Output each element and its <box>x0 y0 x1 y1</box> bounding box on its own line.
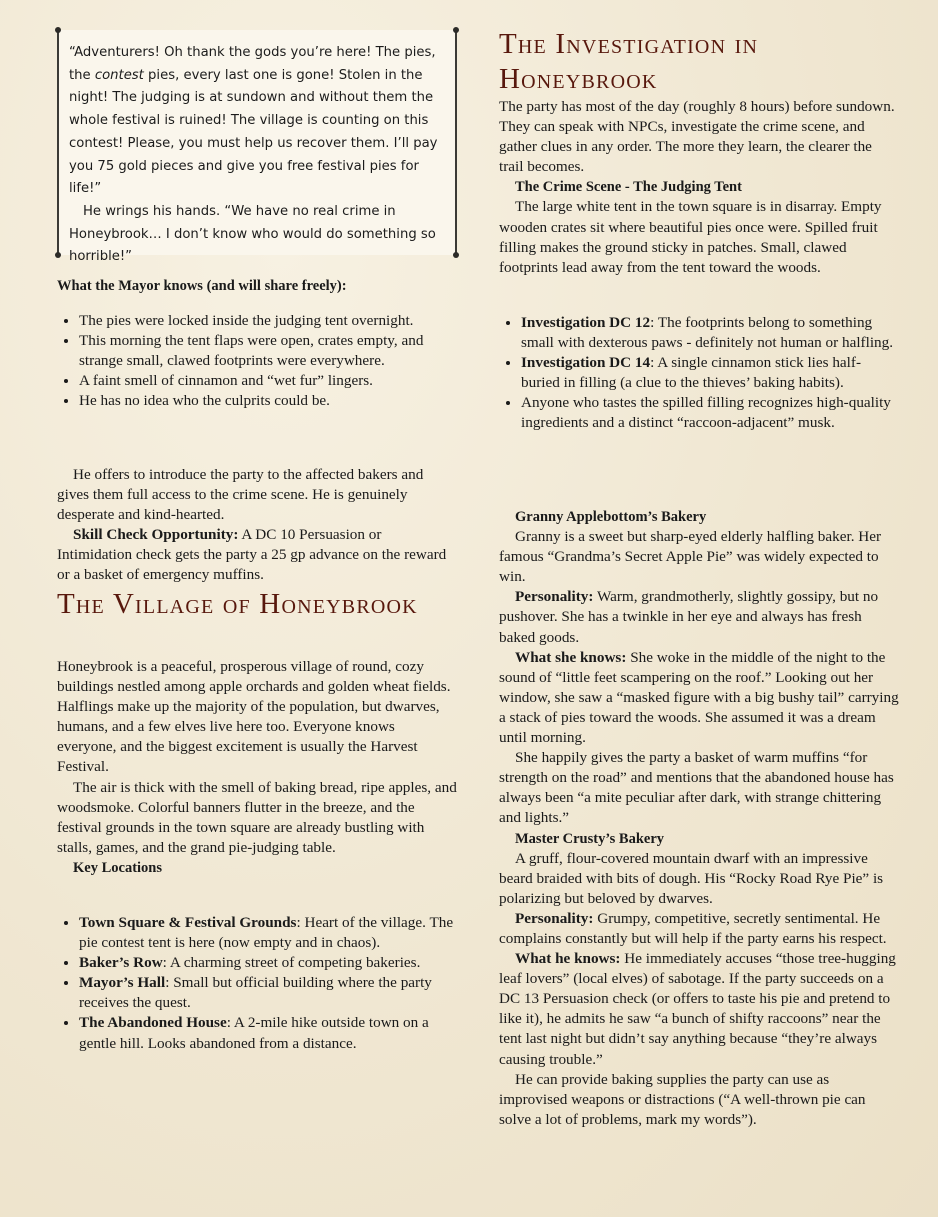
personality-label: Personality: <box>515 588 594 606</box>
crusty-intro: A gruff, flour-covered mountain dwarf with an impressive beard braided with bits of dough. His “Rocky Road Rye Pie” is polarizing but beloved by dwarves. <box>499 849 884 907</box>
personality-label: Personality: <box>515 909 594 927</box>
village-paragraph: Honeybrook is a peaceful, prosperous village of round, cozy buildings nestled among apple orchards and golden wheat fields. Halflings make up the majority of the population, but dwarves, humans, and a few elves live here too. Everyone knows everyone, and the biggest excitement is usually the Harvest Festival. <box>57 658 451 776</box>
location-name: Town Square & Festival Grounds <box>79 914 297 931</box>
knows-text: He immediately accuses “those tree-hugging leaf lovers” (local elves) of sabotage. If the party succeeds on a DC 13 Persuasion check (or offers to taste his pie and pretend to like it), he admits he saw “a bunch of shifty raccoons” near the tent last night but didn’t say anything because “they’re always causing trouble.” <box>499 950 896 1068</box>
skill-paragraph <box>57 525 457 585</box>
crusty-personality <box>499 909 899 949</box>
knows-label: What he knows: <box>515 950 621 968</box>
skill-text: A DC 10 Persuasion or Intimidation check gets the party a 25 gp advance on the reward or a basket of emergency muffins. <box>57 526 447 584</box>
granny-knows <box>499 648 899 748</box>
location-name: The Abandoned House <box>79 1014 227 1032</box>
quote-text: “Adventurers! Oh thank the gods you’re here! The pies, the <box>69 45 436 83</box>
quote-box <box>57 30 457 265</box>
quote-emphasis: contest <box>94 67 144 83</box>
investigation-heading: The Investigation in Honeybrook <box>499 28 759 95</box>
crusty-knows <box>499 949 899 1070</box>
clue-text: : The footprints belong to something small with dexterous paws - definitely not human or halfling. <box>521 314 894 352</box>
mayor-list <box>57 311 457 411</box>
granny-intro: Granny is a sweet but sharp-eyed elderly halfling baker. Her famous “Grandma’s Secret Apple Pie” was widely expected to win. <box>499 528 882 586</box>
list-item: • Anyone who tastes the spilled filling recognizes high-quality ingredients and a distinct “raccoon-adjacent” musk. <box>521 393 899 433</box>
key-locations-heading: Key Locations <box>73 859 163 876</box>
list-item <box>79 1013 457 1053</box>
corner-dot <box>453 252 459 258</box>
list-item <box>79 953 457 973</box>
location-text: : Small but official building where the party receives the quest. <box>79 974 432 1012</box>
list-item: • This morning the tent flaps were open, crates empty, and strange small, clawed footprints were everywhere. <box>79 331 457 371</box>
granny-personality <box>499 587 899 647</box>
crusty-provides: He can provide baking supplies the party can use as improvised weapons or distractions (“A well-thrown pie can solve a lot of problems, mark my words”). <box>499 1070 866 1128</box>
location-text: : A 2-mile hike outside town on a gentle hill. Looks abandoned from a distance. <box>79 1014 429 1052</box>
knows-label: What she knows: <box>515 648 627 666</box>
location-name: Mayor’s Hall <box>79 974 166 992</box>
list-item <box>521 313 899 353</box>
crime-heading: The Crime Scene - The Judging Tent <box>515 179 742 196</box>
quote-text: pies, every last one is gone! Stolen in the night! The judging is at sundown and without them the whole festival is ruined! The village is counting on this contest! Please, you must help us recover them. I’ll pay you 75 gold pieces and give you free festival pies for life!” <box>69 67 438 197</box>
list-item: • The pies were locked inside the judging tent overnight. <box>79 311 457 331</box>
village-paragraph: The air is thick with the smell of baking bread, ripe apples, and woodsmoke. Colorful banners flutter in the breeze, and the festival grounds in the town square are already bustling with stalls, games, and the grand pie-judging table. <box>57 778 457 856</box>
list-item: • A faint smell of cinnamon and “wet fur” lingers. <box>79 371 457 391</box>
location-text: : A charming street of competing bakeries. <box>162 954 421 972</box>
granny-heading: Granny Applebottom’s Bakery <box>515 509 707 525</box>
mayor-heading: What the Mayor knows (and will share freely): <box>57 278 347 294</box>
personality-text: Grumpy, competitive, secretly sentimental. He complains constantly but will help if the party earns his respect. <box>499 909 887 947</box>
quote-paragraph <box>69 42 445 201</box>
list-item: • He has no idea who the culprits could be. <box>79 391 457 411</box>
quote-paragraph: He wrings his hands. “We have no real crime in Honeybrook… I don’t know who would do something so horrible!” <box>69 203 436 265</box>
corner-dot <box>55 27 61 33</box>
personality-text: Warm, grandmotherly, slightly gossipy, but no pushover. She has a twinkle in her eye and always has fresh baked goods. <box>499 588 879 646</box>
corner-dot <box>55 252 61 258</box>
location-name: Baker’s Row <box>79 954 163 972</box>
location-text: : Heart of the village. The pie contest tent is here (now empty and in chaos). <box>79 914 454 952</box>
corner-dot <box>453 27 459 33</box>
village-heading: The Village of Honeybrook <box>57 588 418 620</box>
list-item <box>521 353 899 393</box>
skill-label: Skill Check Opportunity: <box>73 526 239 544</box>
knows-text: She woke in the middle of the night to the sound of “little feet scampering on the roof.” Looking out her window, she saw a “masked figure with a big bushy tail” carrying a stack of pies toward the woods. She assumed it was a dream until morning. <box>499 648 899 747</box>
list-item <box>79 973 457 1013</box>
intro-paragraph: The party has most of the day (roughly 8 hours) before sundown. They can speak with NPCs, investigate the crime scene, and gather clues in any order. The more they learn, the clearer the trail becomes. <box>499 98 895 176</box>
clue-label: Investigation DC 12 <box>521 314 651 331</box>
locations-list <box>57 913 457 1054</box>
crime-paragraph: The large white tent in the town square is in disarray. Empty wooden crates sit where beautiful pies once were. Spilled fruit filling makes the ground sticky in patches. Small, clawed footprints lead away from the tent toward the woods. <box>499 198 882 276</box>
clues-list <box>499 313 899 434</box>
list-item <box>79 913 457 953</box>
offer-paragraph: He offers to introduce the party to the affected bakers and gives them full access to the crime scene. He is genuinely desperate and kind-hearted. <box>57 466 424 524</box>
clue-text: : A single cinnamon stick lies half-buried in filling (a clue to the thieves’ baking habits). <box>521 354 862 392</box>
clue-label: Investigation DC 14 <box>521 354 651 372</box>
granny-gives: She happily gives the party a basket of warm muffins “for strength on the road” and mentions that the abandoned house has always been “a mite peculiar after dark, with strange chittering and lights.” <box>499 749 894 827</box>
crusty-heading: Master Crusty’s Bakery <box>515 830 665 847</box>
